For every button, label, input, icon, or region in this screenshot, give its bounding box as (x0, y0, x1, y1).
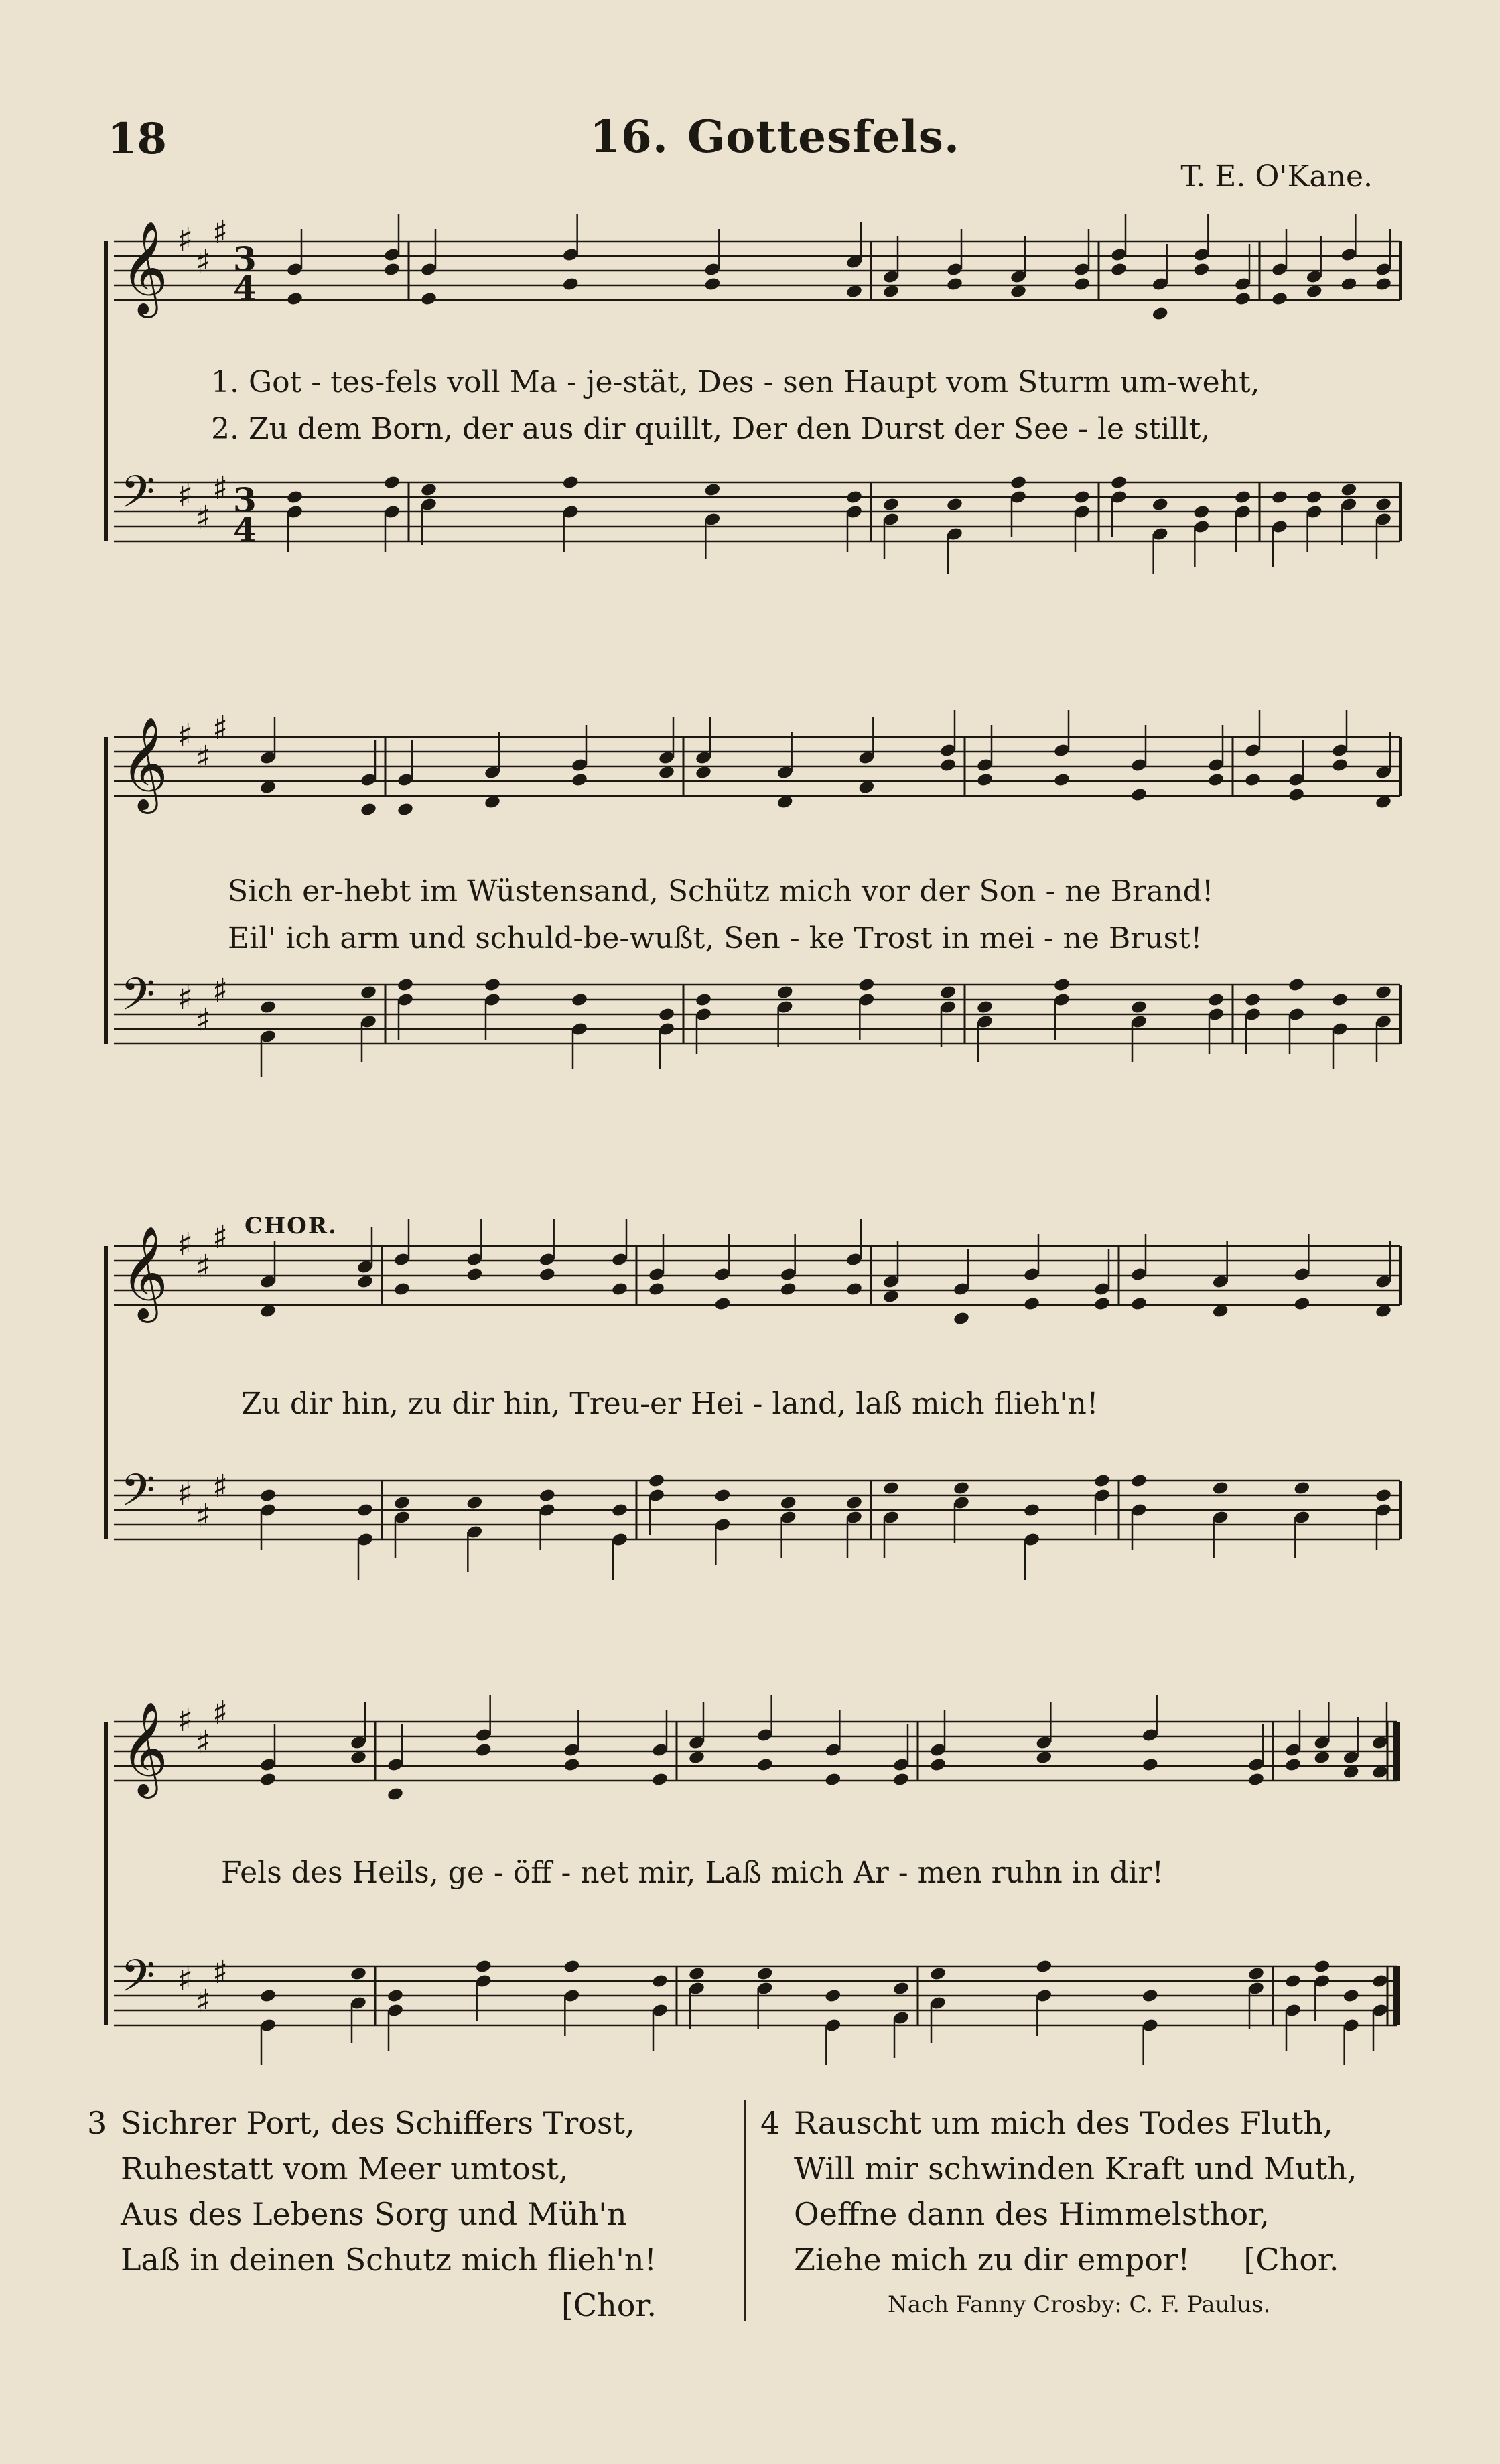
note-head (1093, 1296, 1111, 1312)
note-head (1142, 1757, 1159, 1773)
note-head (780, 1495, 797, 1511)
note-head (703, 277, 721, 292)
note-head (387, 1988, 404, 2004)
sharp-icon: ♯ (178, 477, 194, 515)
note-head (611, 1503, 628, 1518)
sharp-icon: ♯ (195, 499, 211, 537)
note-head (688, 1966, 705, 1982)
note-head (1073, 490, 1091, 505)
note-head (1152, 306, 1169, 322)
note-head (1340, 277, 1357, 292)
note-head (259, 1000, 277, 1015)
note-head (1053, 772, 1071, 788)
note-head (713, 1296, 731, 1312)
staff-notation (100, 1199, 1417, 1628)
chorus-label: CHOR. (245, 1213, 338, 1239)
note-head (1375, 985, 1392, 1000)
treble-clef-icon: 𝄞 (121, 221, 168, 314)
note-head (563, 1757, 580, 1773)
sharp-icon: ♯ (212, 972, 228, 1010)
text-credit: Nach Fanny Crosby: C. F. Paulus. (888, 2291, 1271, 2318)
note-head (1152, 497, 1169, 512)
note-head (484, 977, 501, 993)
staff-notation (100, 201, 1417, 603)
note-head (1340, 482, 1357, 498)
note-head (259, 1772, 277, 1787)
note-head (1271, 291, 1288, 307)
note-head (1110, 262, 1128, 277)
note-head (953, 1481, 970, 1496)
verse-line: Aus des Lebens Sorg und Müh'n (121, 2196, 627, 2232)
sharp-icon: ♯ (178, 1475, 194, 1513)
verse-line: Ziehe mich zu dir empor! (794, 2242, 1190, 2278)
sharp-icon: ♯ (178, 1226, 194, 1263)
composer-credit: T. E. O'Kane. (1180, 159, 1373, 194)
note-head (562, 277, 579, 292)
note-head (1192, 504, 1210, 520)
note-head (946, 277, 963, 292)
note-head (563, 1959, 580, 1974)
note-head (383, 475, 401, 490)
note-head (1271, 490, 1288, 505)
verse-line: Will mir schwinden Kraft und Muth, (794, 2150, 1357, 2187)
note-head (1212, 1481, 1229, 1496)
sharp-icon: ♯ (178, 979, 194, 1017)
note-head (393, 1282, 411, 1297)
note-head (1192, 262, 1210, 277)
note-head (1247, 1966, 1265, 1982)
note-head (845, 1495, 863, 1511)
treble-clef-icon: 𝄞 (121, 1226, 168, 1319)
note-head (539, 1488, 556, 1503)
system-bracket (104, 1722, 108, 2025)
note-head (756, 1966, 774, 1982)
verse-3 (87, 2100, 657, 2328)
note-head (703, 482, 721, 498)
sharp-icon: ♯ (178, 1961, 194, 1998)
verse-line: Sichrer Port, des Schiffers Trost, (121, 2105, 635, 2141)
note-head (1234, 490, 1251, 505)
note-head (571, 992, 588, 1008)
note-head (1284, 1974, 1302, 1989)
note-head (1207, 992, 1225, 1008)
note-head (824, 1988, 841, 2004)
note-head (420, 482, 437, 498)
time-signature-top: 3 (233, 480, 257, 520)
verse-4 (760, 2100, 1357, 2282)
sharp-icon: ♯ (178, 221, 194, 259)
sharp-icon: ♯ (178, 1702, 194, 1739)
note-head (695, 992, 712, 1008)
note-head (1110, 475, 1128, 490)
verse-line: Oeffne dann des Himmelsthor, (794, 2196, 1270, 2232)
note-head (259, 1988, 277, 2004)
hymn-number: 16. (590, 111, 669, 163)
note-head (259, 1488, 277, 1503)
note-head (1343, 1988, 1360, 2004)
note-head (1035, 1959, 1052, 1974)
time-signature-bottom: 4 (233, 269, 257, 308)
note-head (420, 291, 437, 307)
note-head (571, 772, 588, 788)
note-head (976, 772, 994, 788)
note-head (611, 1282, 628, 1297)
note-head (1247, 1772, 1265, 1787)
note-head (1130, 1000, 1148, 1015)
lyric-line-chorus: Zu dir hin, zu dir hin, Treu-er Hei - land, laß mich flieh'n! (241, 1387, 1099, 1421)
note-head (387, 1787, 404, 1802)
note-head (1293, 1296, 1310, 1312)
note-head (953, 1311, 970, 1326)
note-head (939, 985, 957, 1000)
note-head (713, 1488, 731, 1503)
note-head (976, 1000, 994, 1015)
note-head (1130, 1296, 1148, 1312)
sharp-icon: ♯ (195, 1248, 211, 1286)
note-head (1331, 758, 1349, 773)
lyric-line: Fels des Heils, ge - öff - net mir, Laß mich Ar - men ruhn in dir! (221, 1856, 1164, 1890)
hymn-title-text: Gottesfels. (687, 111, 960, 163)
note-head (946, 497, 963, 512)
note-head (651, 1772, 669, 1787)
note-head (397, 802, 414, 817)
time-signature-top: 3 (233, 239, 257, 279)
verse-line: Ruhestatt vom Meer umtost, (121, 2150, 569, 2187)
note-head (466, 1267, 483, 1282)
bass-clef-icon: 𝄢 (121, 466, 155, 529)
lyric-line-verse-2: 2. Zu dem Born, der aus dir quillt, Der den Durst der See - le stillt, (211, 412, 1211, 446)
note-head (658, 1007, 675, 1022)
note-head (892, 1772, 910, 1787)
bass-clef-icon: 𝄢 (121, 1950, 155, 2012)
note-head (1306, 490, 1323, 505)
note-head (1093, 1473, 1111, 1489)
bass-clef-icon: 𝄢 (121, 1464, 155, 1527)
note-head (651, 1974, 669, 1989)
note-head (1244, 992, 1262, 1008)
note-head (360, 802, 377, 817)
page-number: 18 (107, 114, 167, 164)
sharp-icon: ♯ (195, 1983, 211, 2021)
sharp-icon: ♯ (212, 1694, 228, 1732)
note-head (286, 291, 303, 307)
note-head (1130, 787, 1148, 803)
note-head (824, 1772, 841, 1787)
note-head (1375, 277, 1392, 292)
note-head (1293, 1481, 1310, 1496)
note-head (780, 1282, 797, 1297)
note-head (892, 1981, 910, 1996)
note-head (858, 977, 875, 993)
sharp-icon: ♯ (195, 739, 211, 776)
verse-line: Laß in deinen Schutz mich flieh'n! (121, 2242, 657, 2278)
note-head (756, 1757, 774, 1773)
sharp-icon: ♯ (178, 717, 194, 754)
note-head (1142, 1988, 1159, 2004)
note-head (562, 475, 579, 490)
music-system-3-chorus (100, 1199, 1417, 1628)
note-head (383, 262, 401, 277)
note-head (882, 497, 900, 512)
note-head (776, 985, 794, 1000)
note-head (1023, 1503, 1040, 1518)
music-system-4 (100, 1688, 1417, 2090)
music-system-2 (100, 697, 1417, 1132)
lyric-line-verse-1: Sich er-hebt im Wüstensand, Schütz mich vor der Son - ne Brand! (228, 874, 1214, 908)
note-head (1288, 977, 1305, 993)
note-head (1375, 1488, 1392, 1503)
note-head (1244, 772, 1262, 788)
note-head (1234, 291, 1251, 307)
verse-number: 4 (760, 2105, 780, 2141)
note-head (1284, 1757, 1302, 1773)
sharp-icon: ♯ (212, 1219, 228, 1256)
sharp-icon: ♯ (195, 1497, 211, 1535)
note-head (466, 1495, 483, 1511)
note-head (393, 1495, 411, 1511)
time-signature-bottom: 4 (233, 510, 257, 549)
note-head (475, 1742, 492, 1758)
sharp-icon: ♯ (212, 1468, 228, 1505)
sharp-icon: ♯ (195, 1002, 211, 1039)
column-divider (744, 2100, 746, 2321)
lyric-line-verse-1: 1. Got - tes-fels voll Ma - je-stät, Des - sen Haupt vom Sturm um-weht, (211, 365, 1260, 399)
note-head (350, 1966, 367, 1982)
note-head (929, 1966, 947, 1982)
system-bracket (104, 241, 108, 541)
note-head (1010, 475, 1027, 490)
sharp-icon: ♯ (212, 470, 228, 507)
staff-notation (100, 697, 1417, 1132)
note-head (1207, 772, 1225, 788)
note-head (360, 985, 377, 1000)
note-head (1313, 1959, 1331, 1974)
note-head (939, 758, 957, 773)
sharp-icon: ♯ (212, 1954, 228, 1991)
verse-line: Rauscht um mich des Todes Fluth, (794, 2105, 1333, 2141)
hymn-title (590, 111, 960, 163)
note-head (929, 1757, 947, 1773)
note-head (1288, 787, 1305, 803)
system-bracket (104, 737, 108, 1044)
sharp-icon: ♯ (195, 1724, 211, 1761)
note-head (1130, 1473, 1148, 1489)
chorus-reference: [Chor. (1243, 2242, 1339, 2278)
note-head (1073, 277, 1091, 292)
note-head (475, 1959, 492, 1974)
note-head (1023, 1296, 1040, 1312)
sharp-icon: ♯ (195, 243, 211, 281)
chorus-reference: [Chor. (561, 2287, 657, 2323)
bass-clef-icon: 𝄢 (121, 969, 155, 1031)
note-head (1331, 992, 1349, 1008)
note-head (1371, 1974, 1389, 1989)
note-head (648, 1282, 665, 1297)
lyric-line-verse-2: Eil' ich arm und schuld-be-wußt, Sen - ke Trost in mei - ne Brust! (228, 921, 1203, 955)
treble-clef-icon: 𝄞 (121, 1702, 168, 1795)
note-head (1375, 497, 1392, 512)
note-head (397, 977, 414, 993)
sharp-icon: ♯ (212, 709, 228, 747)
note-head (648, 1473, 665, 1489)
note-head (539, 1267, 556, 1282)
treble-clef-icon: 𝄞 (121, 717, 168, 810)
note-head (1053, 977, 1071, 993)
note-head (845, 1282, 863, 1297)
note-head (286, 490, 303, 505)
system-bracket (104, 1246, 108, 1539)
note-head (356, 1503, 374, 1518)
note-head (882, 1481, 900, 1496)
note-head (845, 490, 863, 505)
sharp-icon: ♯ (212, 214, 228, 251)
music-system-1 (100, 201, 1417, 603)
verse-number: 3 (87, 2105, 107, 2141)
